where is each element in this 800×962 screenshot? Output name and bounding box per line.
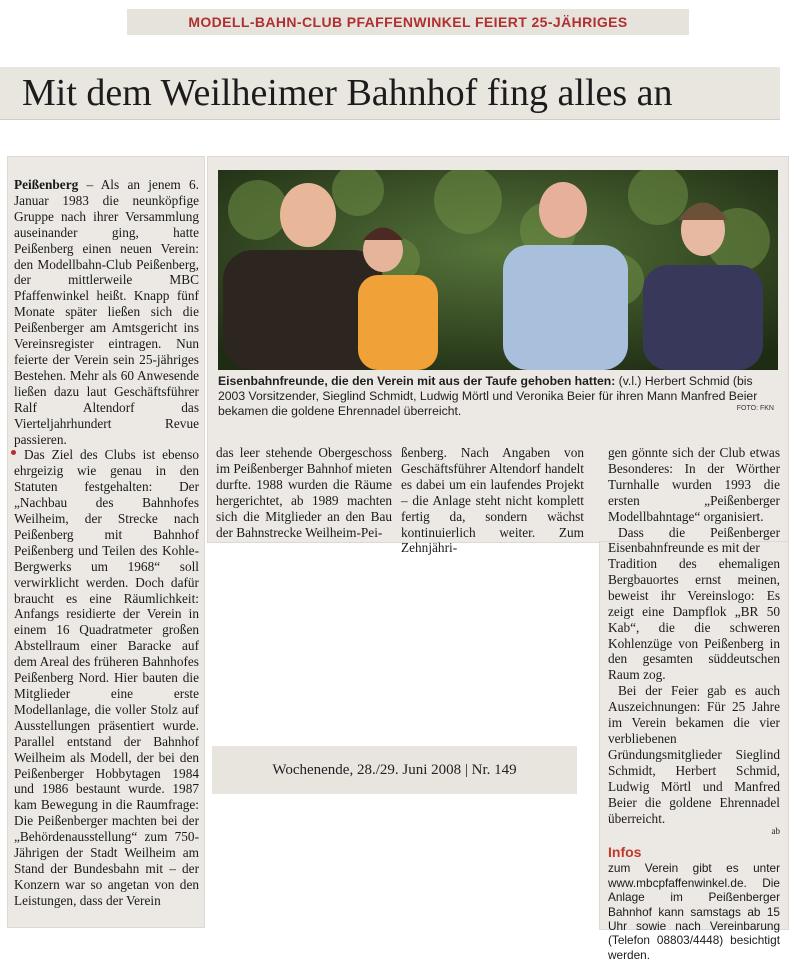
paragraph-6: Dass die Peißenberger Eisenbahnfreunde es mit der <box>608 524 780 556</box>
group-photo-illustration <box>218 170 778 370</box>
caption-text: (v.l.) Herbert Schmid (bis 2003 Vorsitzender, Sieglind Schmidt, Ludwig Mörtl und Veronika Beier für ihren Mann Manfred Beier bekamen die goldene Ehrennadel überreicht. <box>218 374 758 418</box>
author-signature: ab <box>771 826 780 837</box>
paragraph-3: das leer stehende Obergeschoss im Peißenberger Bahnhof mieten durfte. 1988 wurden die Räume hergerichtet, ab 1989 machten sich die Mitglieder an den Bau der Bahnstrecke Weilheim-Pei- <box>216 445 392 540</box>
article-column-3 <box>401 445 584 556</box>
paragraph-7: Tradition des ehemaligen Bergbauortes ernst meinen, beweist ihr Vereinslogo: Es zeigt eine Dampflok „BR 50 Kab“, die die schweren Kohlenzüge von Peißenberg in den gesamten süddeutschen Raum zog. <box>608 556 780 683</box>
infos-heading: Infos <box>608 844 642 861</box>
paragraph-8: Bei der Feier gab es auch Auszeichnungen: Für 25 Jahre im Verein bekamen die vier verbliebenen Gründungsmitglieder Sieglind Schmidt, Herbert Schmid, Ludwig Mörtl und Manfred Beier die goldene Ehrennadel überreicht. <box>608 683 780 826</box>
article-headline: Mit dem Weilheimer Bahnhof fing alles an <box>22 72 673 114</box>
paragraph-1: – Als an jenem 6. Januar 1983 die neunköpfige Gruppe nach ihrer Versammlung auseinander ging, hatte Peißenberg einen neuen Verein: den Modellbahn-Club Peißenberg, der mittlerweile MBC Pfaffenwinkel heißt. Knapp fünf Monate später ließen sich die Peißenberger am Amtsgericht ins Vereinsregister eintragen. Nun feierte der Verein sein 25-jähriges Bestehen. Mehr als 60 Anwesende ließen dazu laut Geschäftsführer Ralf Altendorf das Vierteljahrhundert Revue passieren. <box>14 177 199 447</box>
article-column-1 <box>14 177 199 909</box>
group-photo <box>218 170 778 370</box>
infos-text: zum Verein gibt es unter www.mbcpfaffenwinkel.de. Die Anlage im Peißenberger Bahnhof kann samstags ab 15 Uhr sowie nach Vereinbarung (Telefon 08803/4448) besichtigt werden. <box>608 861 780 962</box>
caption-lead: Eisenbahnfreunde, die den Verein mit aus der Taufe gehoben hatten: <box>218 374 616 388</box>
article-column-5 <box>608 556 780 962</box>
paragraph-4: ßenberg. Nach Angaben von Geschäftsführer Altendorf handelt es dabei um ein laufendes Projekt – die Anlage steht nicht komplett fertig da, sondern wächst kontinuierlich weiter. Zum Zehnjähri- <box>401 445 584 556</box>
dateline: Peißenberg <box>14 177 79 192</box>
photo-caption <box>218 374 778 419</box>
article-column-4 <box>608 445 780 556</box>
paragraph-2: Das Ziel des Clubs ist ebenso ehrgeizig wie genau in den Statuten festgehalten: Der „Nachbau des Bahnhofes Weilheim, der Strecke nach Peißenberg mit Bahnhof Peißenberg und Teilen des Kohle-Bergwerks um 1968“ soll verwirklicht werden. Doch dafür braucht es eine Räumlichkeit: Anfangs residierte der Verein in einem 16 Quadratmeter großen Abstellraum einer Baracke auf dem Areal des früheren Bahnhofes Peißenberg Nord. Hier bauten die Mitglieder eine erste Modellanlage, die voller Stolz auf Ausstellungen präsentiert wurde. Parallel entstand der Bahnhof Weilheim als Modell, der bei den Peißenberger Hobbytagen 1984 und 1986 bestaunt wurde. 1987 kam Bewegung in die Raumfrage: Die Peißenberger machten bei der „Behördenausstellung“ zum 750-Jährigen der Stadt Weilheim am Stand der Bundesbahn mit – der Konzern war so angetan von den Leistungen, dass der Verein <box>14 447 199 908</box>
paragraph-5: gen gönnte sich der Club etwas Besonderes: In der Wörther Turnhalle wurden 1993 die ersten „Peißenberger Modellbahntage“ organisiert. <box>608 445 780 524</box>
publication-date: Wochenende, 28./29. Juni 2008 | Nr. 149 <box>212 746 577 794</box>
article-column-2 <box>216 445 392 540</box>
section-kicker: MODELL-BAHN-CLUB PFAFFENWINKEL FEIERT 25-JÄHRIGES <box>127 9 689 35</box>
photo-credit: FOTO: FKN <box>736 405 774 412</box>
